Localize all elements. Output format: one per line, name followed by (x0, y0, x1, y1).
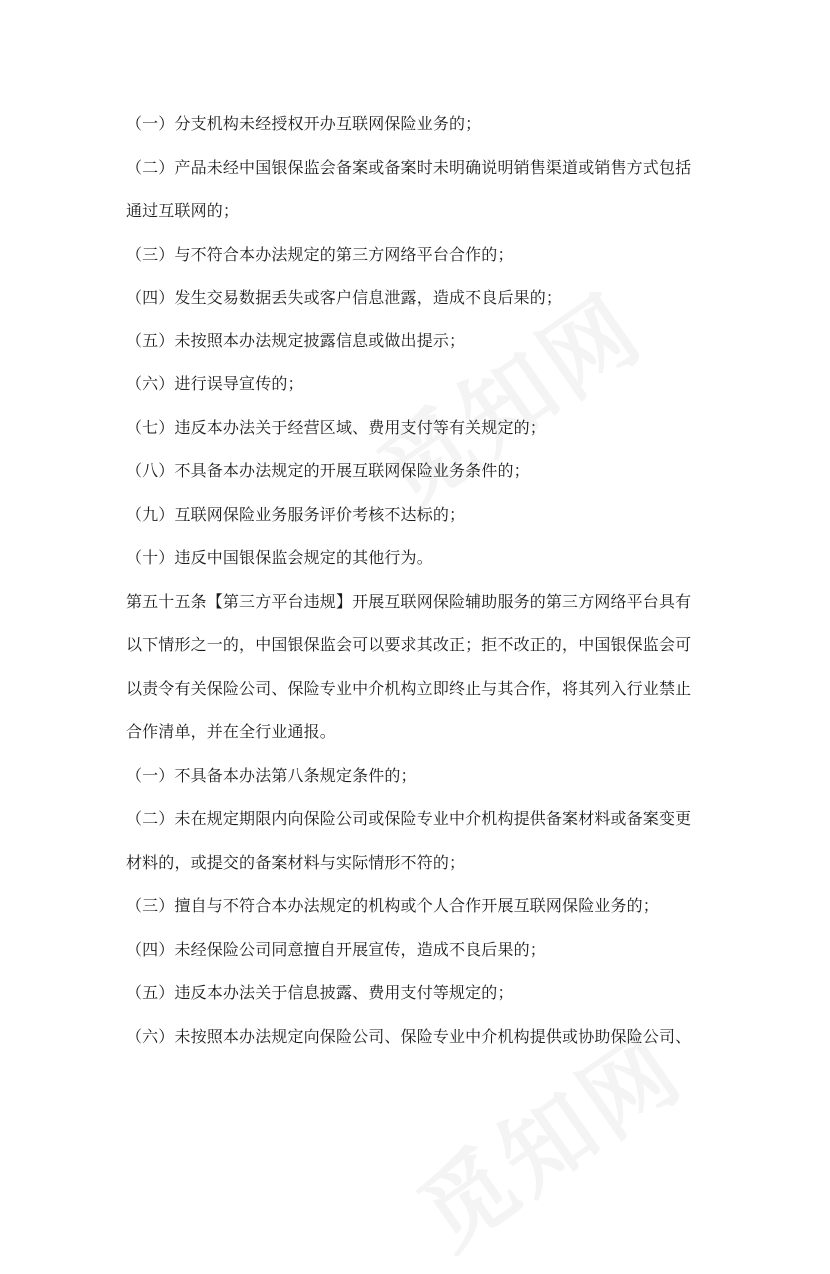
text-line: 以下情形之一的，中国银保监会可以要求其改正；拒不改正的，中国银保监会可 (126, 635, 692, 654)
text-line: （二）产品未经中国银保监会备案或备案时未明确说明销售渠道或销售方式包括 (126, 158, 692, 177)
text-line: （二）未在规定期限内向保险公司或保险专业中介机构提供备案材料或备案变更 (126, 809, 692, 828)
text-line: （五）未按照本办法规定披露信息或做出提示； (126, 331, 466, 350)
text-line: （七）违反本办法关于经营区域、费用支付等有关规定的； (126, 418, 546, 437)
text-line: （六）进行误导宣传的； (126, 374, 304, 393)
text-line: （六）未按照本办法规定向保险公司、保险专业中介机构提供或协助保险公司、 (126, 1027, 692, 1046)
text-line: 材料的，或提交的备案材料与实际情形不符的； (126, 853, 466, 872)
article-heading: 第五十五条【第三方平台违规】开展互联网保险辅助服务的第三方网络平台具有 (126, 592, 692, 611)
text-line: （八）不具备本办法规定的开展互联网保险业务条件的； (126, 461, 530, 480)
text-line: （四）未经保险公司同意擅自开展宣传，造成不良后果的； (126, 940, 546, 959)
text-line: 通过互联网的； (126, 201, 240, 220)
text-line: （三）与不符合本办法规定的第三方网络平台合作的； (126, 245, 514, 264)
text-line: （一）不具备本办法第八条规定条件的； (126, 766, 417, 785)
text-line: （三）擅自与不符合本办法规定的机构或个人合作开展互联网保险业务的； (126, 896, 659, 915)
text-line: （一）分支机构未经授权开办互联网保险业务的； (126, 114, 482, 133)
text-line: （九）互联网保险业务服务评价考核不达标的； (126, 505, 466, 524)
text-line: （五）违反本办法关于信息披露、费用支付等规定的； (126, 983, 514, 1002)
text-line: （四）发生交易数据丢失或客户信息泄露，造成不良后果的； (126, 288, 563, 307)
text-line: 以责令有关保险公司、保险专业中介机构立即终止与其合作，将其列入行业禁止 (126, 679, 692, 698)
text-line: 合作清单，并在全行业通报。 (126, 722, 336, 741)
text-line: （十）违反中国银保监会规定的其他行为。 (126, 548, 433, 567)
